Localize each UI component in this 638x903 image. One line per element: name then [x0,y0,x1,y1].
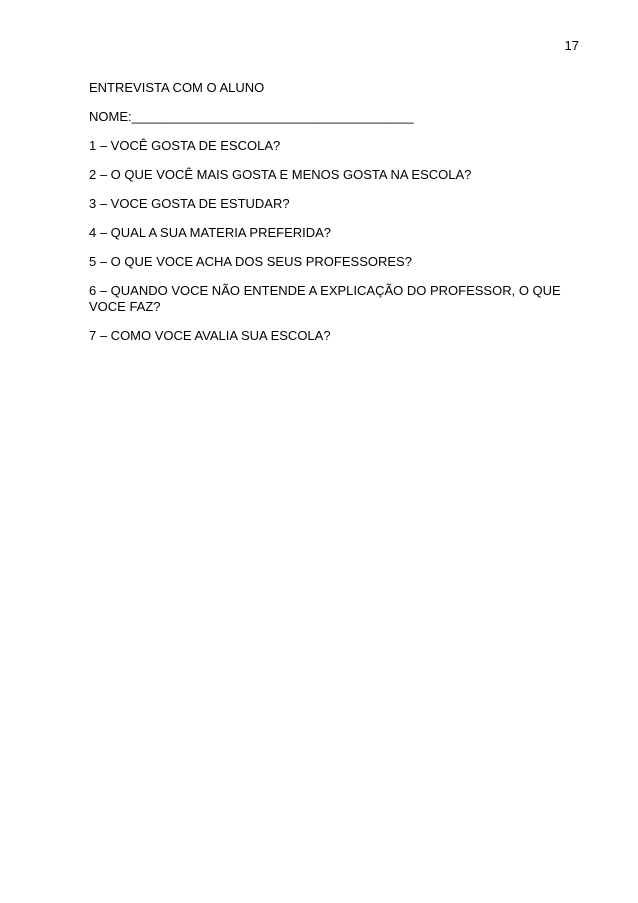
page-number: 17 [564,38,579,53]
document-title: ENTREVISTA COM O ALUNO [89,80,265,95]
question-2: 2 – O QUE VOCÊ MAIS GOSTA E MENOS GOSTA NA ESCOLA? [89,167,472,182]
name-field: NOME:_______________________________________ [89,109,414,124]
question-4: 4 – QUAL A SUA MATERIA PREFERIDA? [89,225,332,240]
question-1: 1 – VOCÊ GOSTA DE ESCOLA? [89,138,281,153]
question-3: 3 – VOCE GOSTA DE ESTUDAR? [89,196,290,211]
question-6: 6 – QUANDO VOCE NÃO ENTENDE A EXPLICAÇÃO DO PROFESSOR, O QUE VOCE FAZ? [89,283,561,314]
question-5: 5 – O QUE VOCE ACHA DOS SEUS PROFESSORES? [89,254,412,269]
interview-form [89,80,564,357]
question-7: 7 – COMO VOCE AVALIA SUA ESCOLA? [89,328,331,343]
